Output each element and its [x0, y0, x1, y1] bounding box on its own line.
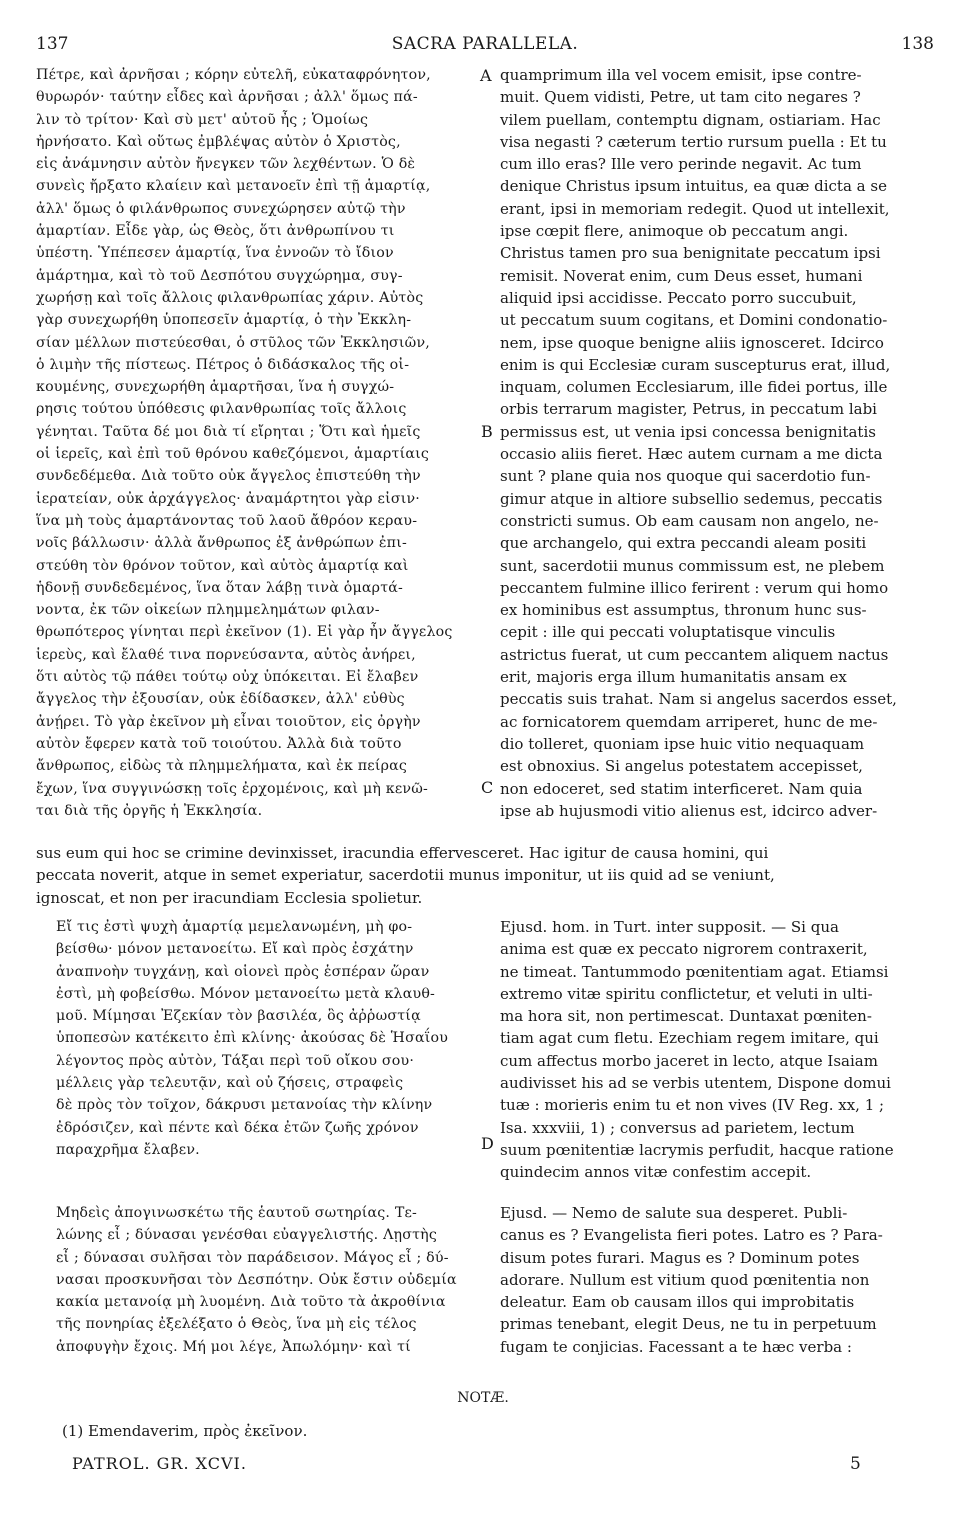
greek-text-line: ρησις τούτου ὑπόθεσις φιλανθρωπίας τοῖς ἄλλοις — [36, 401, 407, 418]
greek-text-line: τῆς πονηρίας ἐξελέξατο ὁ Θεὸς, ἵνα μὴ εἰς τέλος — [56, 1316, 417, 1333]
greek-text-line: αὐτὸν ἔφερεν κατὰ τοῦ τοιούτου. Ἀλλὰ διὰ τοῦτο — [36, 735, 402, 752]
greek-text-line: συνδεδέμεθα. Διὰ τοῦτο οὐκ ἄγγελος ἐπιστεύθη τὴν — [36, 468, 421, 485]
greek-text-line: Εἴ τις ἐστὶ ψυχὴ ἁμαρτίᾳ μεμελανωμένη, μὴ φο- — [56, 919, 413, 935]
latin-text-line: occasio aliis fieret. Hæc autem curnam a me dicta — [500, 445, 883, 464]
greek-text-line: λέγοντος πρὸς αὐτὸν, Τάξαι περὶ τοῦ οἴκου σου· — [56, 1052, 415, 1069]
margin-letter-b: B — [481, 422, 493, 441]
greek-text-line: λώνης εἶ ; δύνασαι γενέσθαι εὐαγγελιστής. Λῃστὴς — [56, 1227, 437, 1244]
latin-text-line: sunt, sacerdotii munus commissum est, ne plebem — [500, 556, 885, 575]
greek-text-line: κακία μετανοίᾳ μὴ λυομένη. Διὰ τοῦτο τὰ ἀκροθίνια — [56, 1294, 446, 1311]
greek-text-line: κουμένης, συνεχωρήθη ἁμαρτῆσαι, ἵνα ἡ συγχώ- — [36, 379, 395, 396]
latin-column-2 — [500, 916, 936, 1184]
margin-letter-c: C — [481, 778, 494, 797]
greek-text-line: εἰς ἀνάμνησιν αὐτὸν ἤνεγκεν τῶν λεχθέντων. Ὁ δὲ — [36, 156, 416, 173]
latin-text-line: cepit : ille qui peccati voluptatisque vinculis — [500, 623, 836, 642]
greek-text-line: χωρήσῃ καὶ τοῖς ἄλλοις φιλανθρωπίας χάριν. Αὐτὸς — [36, 289, 424, 306]
greek-text-line: ἐδρόσιζεν, καὶ πέντε καὶ δέκα ἐτῶν ζωῆς χρόνον — [56, 1119, 419, 1136]
latin-text-line: erant, ipsi in memoriam redegit. Quod ut intellexit, — [500, 199, 890, 218]
greek-text-line: θυρωρόν· ταύτην εἶδες καὶ ἀρνῆσαι ; ἀλλ' ὅμως πά- — [36, 89, 418, 106]
greek-text-line: ὁ λιμὴν τῆς πίστεως. Πέτρος ὁ διδάσκαλος τῆς οἰ- — [36, 356, 410, 373]
greek-text-line: ἁμάρτημα, καὶ τὸ τοῦ Δεσπότου συγχώρημα, συγ- — [36, 267, 403, 284]
latin-text-line: ipse cœpit flere, animoque ob peccatum angi. — [500, 222, 849, 241]
greek-text-line: βείσθω· μόνον μετανοείτω. Εἴ καὶ πρὸς ἐσχάτην — [56, 941, 414, 958]
greek-text-line: ἵνα μὴ τοὺς ἁμαρτάνοντας τοῦ λαοῦ ἄθρόον κεραυ- — [36, 512, 418, 529]
latin-text-line: anima est quæ ex peccato nigrorem contraxerit, — [500, 940, 868, 959]
greek-text-line: ἀλλ' ὅμως ὁ φιλάνθρωπος συνεχώρησεν αὐτῷ τὴν — [36, 200, 406, 217]
latin-text-line: permissus est, ut venia ipsi concessa benignitatis — [500, 422, 876, 441]
greek-text-line: ἠρνήσατο. Καὶ οὕτως ἐμβλέψας αὐτὸν ὁ Χριστὸς, — [36, 133, 401, 150]
running-title: SACRA PARALLELA. — [391, 34, 579, 54]
greek-text-line: νασαι προσκυνῆσαι τὸν Δεσπότην. Οὐκ ἔστιν οὐδεμία — [56, 1271, 457, 1288]
footer-sheet-number: 5 — [850, 1454, 861, 1474]
latin-text-line: quindecim annos vitæ confestim accepit. — [500, 1163, 812, 1182]
latin-text-line: quamprimum illa vel vocem emisit, ipse contre- — [500, 66, 862, 84]
greek-text-line: ἀποφυγὴν ἔχοις. Μή μοι λέγε, Ἀπωλόμην· καὶ τί — [56, 1338, 411, 1355]
latin-text-line: ne timeat. Tantummodo pœnitentiam agat. Etiamsi — [500, 962, 889, 981]
latin-text-line: constricti sumus. Ob eam causam non angelo, ne- — [500, 511, 879, 530]
latin-text-line: denique Christus ipsum intuitus, ea quæ dicta a se — [500, 177, 887, 196]
greek-text-line: ἄνθρωπος, εἰδὼς τὰ πλημμελήματα, καὶ ἐκ πείρας — [36, 758, 408, 775]
greek-text-line: ἡδονῇ συνδεδεμένος, ἵνα ὅταν λάβῃ τινὰ ὁμαρτά- — [36, 579, 404, 596]
latin-text-line: ac fornicatorem quemdam arriperet, hunc de me- — [500, 712, 878, 731]
latin-text-line: ipse ab hujusmodi vitio alienus est, idcirco adver- — [500, 801, 878, 820]
full-width-paragraph — [36, 842, 936, 909]
latin-text-line: peccantem fulmine illico ferirent : verum qui homo — [500, 578, 889, 597]
greek-text-line: ὑποπεσὼν κατέκειτο ἐπὶ κλίνης· ἀκούσας δὲ Ἡσαΐου — [56, 1030, 449, 1047]
latin-text-line: peccatis suis trahat. Nam si angelus sacerdos esset, — [500, 690, 897, 709]
greek-text-line: μέλλεις γὰρ τελευτᾷν, καὶ οὐ ζήσεις, στραφεὶς — [56, 1075, 404, 1092]
greek-column-1 — [36, 64, 476, 822]
latin-text-line: deleatur. Eam ob causam illos qui improbitatis — [500, 1293, 855, 1312]
greek-column-2 — [36, 916, 496, 1161]
greek-text-line: ἐστὶ, μὴ φοβείσθω. Μόνον μετανοείτω μετὰ κλαυθ- — [56, 985, 436, 1002]
latin-text-line: visa negasti ? cæterum tertio rursum puella : Et tu — [500, 132, 887, 151]
greek-text-line: Μηδεὶς ἀπογινωσκέτω τῆς ἑαυτοῦ σωτηρίας. Τε- — [56, 1205, 418, 1221]
greek-text-line: ἱερεὺς, καὶ ἔλαθέ τινα πορνεύσαντα, αὐτὸς ἀνήρει, — [36, 646, 416, 663]
greek-text-line: θρωπότερος γίνηται περὶ ἐκεῖνον (1). Εἰ γὰρ ἦν ἄγγελος — [36, 624, 453, 641]
greek-text-line: ται διὰ τῆς ὀργῆς ἡ Ἐκκλησία. — [36, 802, 263, 819]
page-header — [36, 34, 934, 60]
latin-text-line: extremo vitæ spiritu conflictetur, et veluti in ulti- — [500, 984, 873, 1003]
greek-text-line: σίαν μέλλων πιστεύεσθαι, ὁ στῦλος τῶν Ἐκκλησιῶν, — [36, 334, 430, 351]
page-number-left: 137 — [36, 34, 69, 54]
latin-text-line: gimur atque in altiore subsellio sedemus, peccatis — [500, 489, 883, 508]
latin-text-line: Ejusd. — Nemo de salute sua desperet. Publi- — [500, 1204, 848, 1222]
greek-text-line: εἶ ; δύνασαι συλῆσαι τὸν παράδεισον. Μάγος εἶ ; δύ- — [56, 1249, 449, 1266]
latin-text-line: que archangelo, qui extra peccandi aleam positi — [500, 534, 867, 553]
latin-text-line: enim is qui Ecclesiæ curam suscepturus erat, illud, — [500, 355, 891, 374]
greek-text-line: ὅτι αὐτὸς τῷ πάθει τούτῳ οὐχ ὑπόκειται. Εἰ ἔλαβεν — [36, 669, 419, 686]
greek-text-line: ἄγγελος τὴν ἐξουσίαν, οὐκ ἐδίδασκεν, ἀλλ' εὐθὺς — [36, 691, 405, 708]
latin-text-line: astrictus fuerat, ut cum peccantem aliquem nactus — [500, 645, 889, 664]
greek-text-line: στεύθη τὸν θρόνον τοῦτον, καὶ αὐτὸς ἁμαρτίᾳ καὶ — [36, 557, 409, 574]
latin-text-line: Isa. xxxviii, 1) ; conversus ad parietem, lectum — [500, 1118, 855, 1137]
margin-letter-d: D — [481, 1134, 494, 1153]
greek-text-line: ἀνῄρει. Τὸ γὰρ ἐκεῖνον μὴ εἶναι τοιοῦτον, εἰς ὀργὴν — [36, 713, 421, 730]
greek-text-line: νοῖς βάλλωσιν· ἀλλὰ ἄνθρωπος ἐξ ἀνθρώπων ἐπι- — [36, 535, 407, 552]
full-width-text-line: peccata noverit, atque in semet experiatur, sacerdotii munus imponitur, ut iis quid ad se veniunt, — [36, 866, 775, 885]
latin-text-line: vilem puellam, contemptu dignam, ostiariam. Hac — [500, 110, 881, 129]
latin-text-line: tuæ : morieris enim tu et non vives (IV Reg. xx, 1 ; — [500, 1096, 885, 1115]
latin-text-line: dio tolleret, quoniam ipse huic vitio nequaquam — [500, 734, 865, 753]
latin-text-line: inquam, columen Ecclesiarum, ille fidei portus, ille — [500, 378, 888, 397]
full-width-text-line: ignoscat, et non per iracundiam Ecclesia spolietur. — [36, 888, 423, 907]
greek-text-line: ἁμαρτίαν. Εἶδε γὰρ, ὡς Θεὸς, ὅτι ἀνθρωπίνου τι — [36, 223, 395, 240]
latin-text-line: suum pœnitentiæ lacrymis perfudit, hacque ratione — [500, 1140, 894, 1159]
latin-text-line: Ejusd. hom. in Turt. inter supposit. — Si qua — [500, 918, 839, 936]
latin-text-line: sunt ? plane quia nos quoque qui sacerdotio fun- — [500, 467, 871, 486]
greek-column-3 — [36, 1202, 496, 1358]
latin-text-line: disum potes furari. Magus es ? Dominum potes — [500, 1248, 860, 1267]
footer-series: PATROL. GR. XCVI. — [72, 1454, 247, 1473]
greek-text-line: μοῦ. Μίμησαι Ἐζεκίαν τὸν βασιλέα, ὃς ἀῤῥωστίᾳ — [56, 1008, 421, 1025]
greek-text-line: παραχρῆμα ἔλαβεν. — [56, 1141, 200, 1158]
latin-text-line: Christus tamen pro sua benignitate peccatum ipsi — [500, 244, 881, 263]
margin-letter-a: A — [480, 66, 492, 85]
latin-text-line: primas tenebant, elegit Deus, ne tu in perpetuum — [500, 1315, 877, 1334]
latin-text-line: erit, majoris erga illum humanitatis ansam ex — [500, 668, 847, 687]
latin-text-line: tiam agat cum fletu. Ezechiam regem imitare, qui — [500, 1029, 879, 1048]
latin-text-line: muit. Quem vidisti, Petre, ut tam cito negares ? — [500, 88, 861, 107]
latin-text-line: ex hominibus est assumptus, thronum hunc sus- — [500, 601, 867, 620]
greek-text-line: γὰρ συνεχωρήθη ὑποπεσεῖν ἁμαρτίᾳ, ὁ τὴν Ἐκκλη- — [36, 312, 412, 329]
greek-text-line: ἔχων, ἵνα συγγινώσκῃ τοῖς ἐρχομένοις, καὶ μὴ κενῶ- — [36, 780, 429, 797]
greek-text-line: ἀναπνοὴν τυγχάνῃ, καὶ οἱονεὶ πρὸς ἑσπέραν ὥραν — [56, 963, 430, 980]
latin-text-line: nem, ipse quoque benigne aliis ignosceret. Idcirco — [500, 333, 884, 352]
latin-text-line: ma hora sit, non pertimescat. Duntaxat pœniten- — [500, 1007, 872, 1026]
greek-text-line: οἱ ἱερεῖς, καὶ ἐπὶ τοῦ θρόνου καθεζόμενοι, ἁμαρτίαις — [36, 446, 430, 463]
greek-text-line: συνεὶς ἤρξατο κλαίειν καὶ μετανοεῖν ἐπὶ τῇ ἁμαρτίᾳ, — [36, 178, 431, 195]
page-number-right: 138 — [901, 34, 934, 54]
greek-text-line: γένηται. Ταῦτα δέ μοι διὰ τί εἴρηται ; Ὅτι καὶ ἡμεῖς — [36, 423, 421, 440]
footnote: (1) Emendaverim, πρὸς ἐκεῖνον. — [62, 1422, 308, 1440]
latin-text-line: fugam te conjicias. Facessant a te hæc verba : — [500, 1337, 852, 1356]
latin-text-line: orbis terrarum magister, Petrus, in peccatum labi — [500, 400, 877, 419]
latin-text-line: cum affectus morbo jaceret in lecto, atque Isaiam — [500, 1051, 878, 1070]
latin-text-line: adorare. Nullum est vitium quod pœnitentia non — [500, 1270, 870, 1289]
notae-heading: NOTÆ. — [457, 1390, 509, 1406]
greek-text-line: ὑπέστη. Ὑπέπεσεν ἁμαρτίᾳ, ἵνα ἐννοῶν τὸ ἴδιον — [36, 245, 394, 262]
latin-text-line: cum illo eras? Ille vero perinde negavit. Ac tum — [500, 155, 862, 174]
latin-text-line: non edoceret, sed statim interficeret. Nam quia — [500, 779, 863, 798]
greek-text-line: ἱερατείαν, οὐκ ἀρχάγγελος· ἀναμάρτητοι γὰρ εἰσιν· — [36, 490, 421, 507]
greek-text-line: δὲ πρὸς τὸν τοῖχον, δάκρυσι μετανοίας τὴν κλίνην — [56, 1097, 433, 1114]
latin-text-line: ut peccatum suum cogitans, et Domini condonatio- — [500, 311, 888, 330]
latin-text-line: aliquid ipsi accidisse. Peccato porro succubuit, — [500, 288, 857, 307]
greek-text-line: Πέτρε, καὶ ἀρνῆσαι ; κόρην εὐτελῆ, εὐκαταφρόνητον, — [36, 67, 431, 83]
greek-text-line: νοντα, ἐκ τῶν οἰκείων πλημμελημάτων φιλαν- — [36, 602, 380, 619]
greek-text-line: λιν τὸ τρίτον· Καὶ σὺ μετ' αὐτοῦ ἦς ; Ὁμοίως — [36, 111, 369, 128]
latin-column-3 — [500, 1202, 936, 1358]
full-width-text-line: sus eum qui hoc se crimine devinxisset, iracundia effervesceret. Hac igitur de causa homini, qui — [36, 844, 769, 862]
latin-text-line: remisit. Noverat enim, cum Deus esset, humani — [500, 266, 863, 285]
latin-text-line: canus es ? Evangelista fieri potes. Latro es ? Para- — [500, 1226, 883, 1245]
latin-text-line: est obnoxius. Si angelus potestatem accepisset, — [500, 757, 863, 776]
latin-text-line: audivisset his ad se verbis utentem, Dispone domui — [500, 1074, 891, 1093]
latin-column-1 — [500, 64, 936, 822]
